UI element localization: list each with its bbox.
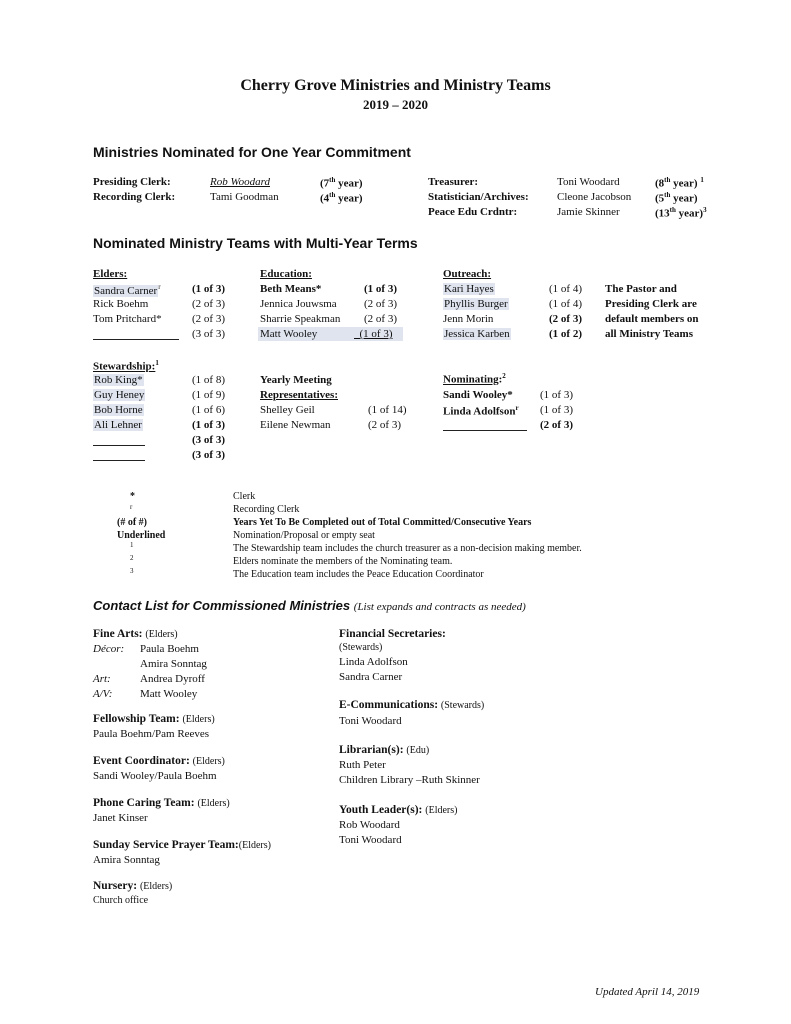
legend-key: (# of #) xyxy=(117,517,147,528)
outreach-member: Jessica Karben xyxy=(444,328,510,340)
fine-arts-name: Amira Sonntag xyxy=(140,658,207,670)
youth-name: Toni Woodard xyxy=(339,834,402,846)
pastor-note-line: Presiding Clerk are xyxy=(605,298,697,310)
stewardship-member: Ali Lehner xyxy=(94,419,142,431)
yearly-title: Yearly Meeting xyxy=(260,374,332,386)
stewardship-member: Bob Horne xyxy=(94,404,143,416)
elders-term: (3 of 3) xyxy=(192,328,225,340)
fellowship-title: Fellowship Team: (Elders) xyxy=(93,713,215,725)
presiding-clerk-term: (7th year) xyxy=(320,176,363,190)
education-member: Sharrie Speakman xyxy=(260,313,341,325)
treasurer-name: Toni Woodard xyxy=(557,176,620,188)
elders-title: Elders: xyxy=(93,268,128,280)
legend-text: Years Yet To Be Completed out of Total Committed/Consecutive Years xyxy=(233,517,532,528)
elders-empty-seat xyxy=(93,330,179,340)
page-title: Cherry Grove Ministries and Ministry Teams xyxy=(240,77,551,94)
stewardship-term: (1 of 9) xyxy=(192,389,225,401)
outreach-term: (2 of 3) xyxy=(549,313,582,325)
fine-arts-role: Art: xyxy=(93,673,111,685)
financial-note: (Stewards) xyxy=(339,642,383,653)
yearly-member: Shelley Geil xyxy=(260,404,315,416)
outreach-title: Outreach: xyxy=(443,268,492,280)
stewardship-title: Stewardship:$^1$ xyxy=(93,359,159,373)
elders-member: Sandra Carner$^r$ xyxy=(94,283,161,297)
peace-edu-term: (13th year)$^3$ xyxy=(655,206,707,220)
education-title: Education: xyxy=(260,268,312,280)
recording-clerk-label: Recording Clerk: xyxy=(93,191,176,203)
fine-arts-role: Décor: xyxy=(93,643,125,655)
multi-year-heading: Nominated Ministry Teams with Multi-Year Terms xyxy=(93,235,418,251)
legend-text: Nomination/Proposal or empty seat xyxy=(233,530,375,541)
nursery-title: Nursery: (Elders) xyxy=(93,880,173,892)
recording-clerk-name: Tami Goodman xyxy=(210,191,279,203)
fine-arts-name: Andrea Dyroff xyxy=(140,673,205,685)
librarian-name: Children Library –Ruth Skinner xyxy=(339,774,480,786)
stewardship-term: (1 of 3) xyxy=(192,419,225,431)
outreach-term: (1 of 4) xyxy=(549,298,582,310)
pastor-note-line: default members on xyxy=(605,313,699,325)
ecomm-title: E-Communications: (Stewards) xyxy=(339,699,485,711)
legend-key: * xyxy=(130,491,135,502)
nominating-member: Linda Adolfson$^r$ xyxy=(443,404,519,418)
nominating-term: (1 of 3) xyxy=(540,404,573,416)
treasurer-term: (8th year) $^1$ xyxy=(655,176,704,190)
nominating-term: (2 of 3) xyxy=(540,419,573,431)
librarian-title: Librarian(s): (Edu) xyxy=(339,744,430,756)
fine-arts-role: A/V: xyxy=(93,688,113,700)
statistician-term: (5th year) xyxy=(655,191,698,205)
stewardship-empty-seat xyxy=(93,436,145,446)
legend-key: 2 xyxy=(130,554,134,562)
legend-key: Underlined xyxy=(117,530,166,541)
yearly-member: Eilene Newman xyxy=(260,419,331,431)
legend-text: The Education team includes the Peace Education Coordinator xyxy=(233,569,484,580)
stewardship-term: (1 of 6) xyxy=(192,404,225,416)
stewardship-term: (1 of 8) xyxy=(192,374,225,386)
nominating-empty-seat xyxy=(443,421,527,431)
phone-names: Janet Kinser xyxy=(93,812,148,824)
librarian-name: Ruth Peter xyxy=(339,759,386,771)
fine-arts-name: Matt Wooley xyxy=(140,688,198,700)
ecomm-names: Toni Woodard xyxy=(339,715,402,727)
peace-edu-label: Peace Edu Crdntr: xyxy=(428,206,518,218)
legend-key: 3 xyxy=(130,567,134,575)
treasurer-label: Treasurer: xyxy=(428,176,479,188)
financial-title: Financial Secretaries: xyxy=(339,628,446,640)
prayer-title: Sunday Service Prayer Team:(Elders) xyxy=(93,839,271,851)
statistician-label: Statistician/Archives: xyxy=(428,191,529,203)
legend-key: r xyxy=(130,503,133,511)
legend-key: 1 xyxy=(130,541,134,549)
outreach-member: Jenn Morin xyxy=(443,313,494,325)
statistician-name: Cleone Jacobson xyxy=(557,191,632,203)
outreach-term: (1 of 2) xyxy=(549,328,582,340)
education-member: Matt Wooley xyxy=(260,328,318,340)
updated-date: Updated April 14, 2019 xyxy=(595,986,700,998)
stewardship-member: Rob King* xyxy=(94,374,143,386)
youth-name: Rob Woodard xyxy=(339,819,400,831)
legend-text: The Stewardship team includes the church treasurer as a non-decision making member. xyxy=(233,543,582,554)
education-term: (1 of 3) xyxy=(364,283,397,295)
education-term: (2 of 3) xyxy=(364,298,397,310)
stewardship-empty-seat xyxy=(93,451,145,461)
youth-title: Youth Leader(s): (Elders) xyxy=(339,804,458,816)
peace-edu-name: Jamie Skinner xyxy=(557,206,620,218)
recording-clerk-term: (4th year) xyxy=(320,191,363,205)
presiding-clerk-label: Presiding Clerk: xyxy=(93,176,171,188)
education-member: Beth Means* xyxy=(260,283,322,295)
financial-name: Linda Adolfson xyxy=(339,656,408,668)
nominating-member: Sandi Wooley* xyxy=(443,389,513,401)
nursery-names: Church office xyxy=(93,895,149,906)
elders-member: Tom Pritchard* xyxy=(93,313,162,325)
education-term: (2 of 3) xyxy=(364,313,397,325)
elders-term: (1 of 3) xyxy=(192,283,225,295)
event-title: Event Coordinator: (Elders) xyxy=(93,755,225,767)
fine-arts-name: Paula Boehm xyxy=(140,643,199,655)
yearly-term: (2 of 3) xyxy=(368,419,401,431)
legend-text: Clerk xyxy=(233,491,256,502)
elders-term: (2 of 3) xyxy=(192,313,225,325)
pastor-note-line: all Ministry Teams xyxy=(605,328,694,340)
stewardship-member: Guy Heney xyxy=(94,389,145,401)
outreach-member: Phyllis Burger xyxy=(444,298,508,310)
one-year-heading: Ministries Nominated for One Year Commitment xyxy=(93,144,411,160)
outreach-term: (1 of 4) xyxy=(549,283,582,295)
elders-term: (2 of 3) xyxy=(192,298,225,310)
education-term: (1 of 3) xyxy=(359,328,393,340)
education-member: Jennica Jouwsma xyxy=(260,298,337,310)
event-names: Sandi Wooley/Paula Boehm xyxy=(93,770,217,782)
stewardship-term: (3 of 3) xyxy=(192,449,225,461)
prayer-names: Amira Sonntag xyxy=(93,854,160,866)
fellowship-names: Paula Boehm/Pam Reeves xyxy=(93,728,210,740)
nominating-title: Nominating:$^2$ xyxy=(443,372,506,386)
fine-arts-title: Fine Arts: (Elders) xyxy=(93,628,178,640)
legend-text: Recording Clerk xyxy=(233,504,300,515)
financial-name: Sandra Carner xyxy=(339,671,403,683)
presiding-clerk-name: Rob Woodard xyxy=(210,176,270,188)
outreach-member: Kari Hayes xyxy=(444,283,494,295)
yearly-title-2: Representatives: xyxy=(260,389,338,401)
nominating-term: (1 of 3) xyxy=(540,389,573,401)
contacts-heading: Contact List for Commissioned Ministries (List expands and contracts as needed) xyxy=(93,598,526,613)
legend-text: Elders nominate the members of the Nominating team. xyxy=(233,556,453,567)
elders-member: Rick Boehm xyxy=(93,298,149,310)
page-years: 2019 – 2020 xyxy=(363,97,428,112)
phone-title: Phone Caring Team: (Elders) xyxy=(93,797,230,809)
pastor-note-line: The Pastor and xyxy=(605,283,677,295)
yearly-term: (1 of 14) xyxy=(368,404,407,416)
stewardship-term: (3 of 3) xyxy=(192,434,225,446)
